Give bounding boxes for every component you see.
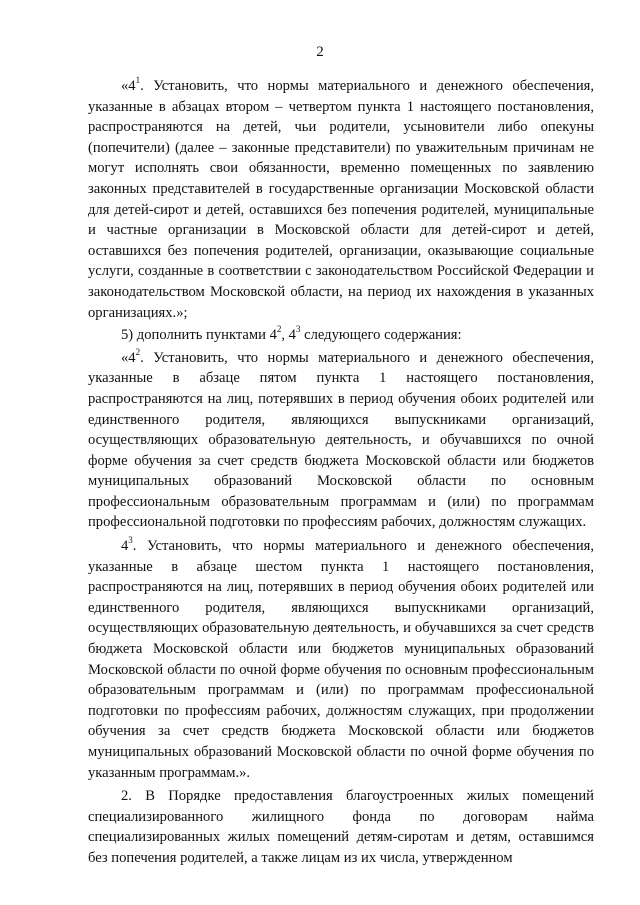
- page-number: 2: [316, 44, 324, 60]
- paragraph-item-4-1: [88, 76, 594, 323]
- paragraph-text: . Установить, что нормы материального и денежного обеспечения, указанные в абзаце пятом пункта 1 настоящего постановления, распространяются на лиц, потерявших в период обучения обоих родителей или единственного родителя, являющихся выпускниками организаций, осуществляющих образовательную деятельность, и обучавшихся по очной форме обучения за счет средств бюджета Московской области или бюджетов муниципальных образований Московской области по основным профессиональным образовательным программам и (или) по программам профессиональной подготовки по профессиям рабочих, должностям служащих.: [88, 349, 594, 531]
- item-number: 4: [121, 538, 129, 555]
- document-body: [88, 76, 594, 869]
- paragraph-text: следующего содержания:: [300, 327, 462, 344]
- paragraph-item-4-3: [88, 536, 594, 783]
- paragraph-item-4-2: [88, 348, 594, 533]
- paragraph-text: 2. В Порядке предоставления благоустроенных жилых помещений специализированного жилищного фонда по договорам найма специализированных жилых помещений детям-сиротам и детям, оставшимся без попечения родителей, а также лицам из их числа, утвержденном: [88, 788, 594, 866]
- paragraph-item-2: [88, 786, 594, 868]
- item-number: «4: [121, 349, 136, 366]
- item-superscript: 3: [128, 535, 133, 546]
- paragraph-text: . Установить, что нормы материального и денежного обеспечения, указанные в абзаце шестом пункта 1 настоящего постановления, распространяются на лиц, потерявших в период обучения обоих родителей или единственного родителя, являющихся выпускниками организаций, осуществляющих образовательную деятельность, и обучавшихся за счет средств бюджета Московской области или бюджетов муниципальных образований Московской области по очной форме обучения по основным профессиональным образовательным программам и (или) по программам профессиональной подготовки по профессиям рабочих, должностям служащих, при продолжении обучения за счет средств бюджета Московской области или бюджетов муниципальных образований Московской области по очной форме обучения по указанным программам.».: [88, 538, 594, 781]
- item-number: «4: [121, 78, 136, 94]
- item-superscript: 2: [276, 324, 282, 335]
- paragraph-text: , 4: [281, 327, 296, 344]
- item-superscript: 3: [295, 324, 301, 335]
- item-superscript: 1: [135, 75, 141, 86]
- paragraph-text: . Установить, что нормы материального и денежного обеспечения, указанные в абзацах втором – четвертом пункта 1 настоящего постановления, распространяются на детей, чьи родители, усыновители либо опекуны (попечители) (далее – законные представители) по уважительным причинам не могут исполнять свои обязанности, временно помещенных по заявлению законных представителей в государственные организации Московской области для детей-сирот и детей, оставшихся без попечения родителей, муниципальные и частные организации в Московской области для детей-сирот и детей, оставшихся без попечения родителей, организации, оказывающие социальные услуги, созданные в соответствии с законодательством Российской Федерации и законодательством Московской области, на период их нахождения в указанных организациях.»;: [88, 78, 594, 321]
- item-superscript: 2: [135, 346, 141, 357]
- paragraph-text: 5) дополнить пунктами 4: [121, 327, 277, 344]
- paragraph-subitem-5: [88, 325, 594, 346]
